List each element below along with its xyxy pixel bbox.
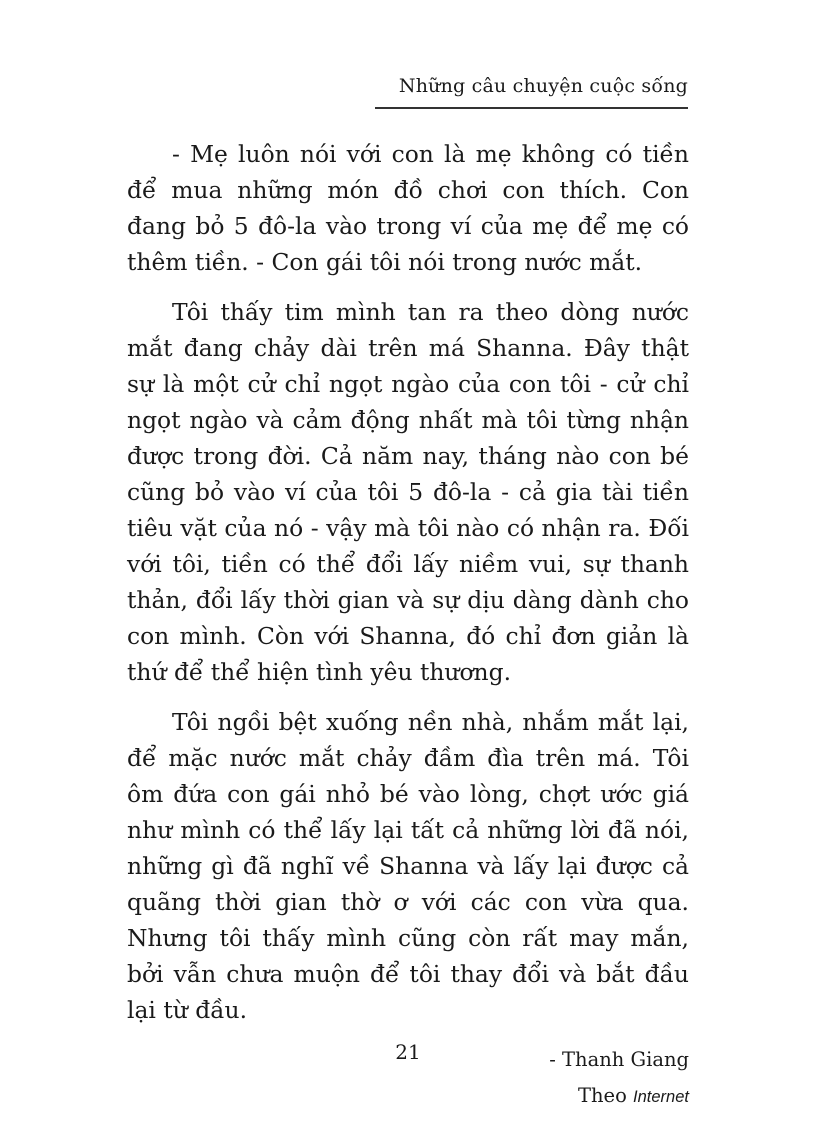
source-name: Internet (633, 1088, 689, 1106)
source-credit (127, 1078, 689, 1115)
author-signature: - Thanh Giang (549, 1048, 689, 1071)
running-header: Những câu chuyện cuộc sống (398, 75, 688, 97)
paragraph-1: - Mẹ luôn nói với con là mẹ không có tiền để mua những món đồ chơi con thích. Con đang bỏ 5 đô-la vào trong ví của mẹ để mẹ có thêm tiền. - Con gái tôi nói trong nước mắt. (127, 140, 689, 276)
header-rule (375, 107, 688, 109)
page-number: 21 (395, 1040, 421, 1064)
body-text (127, 136, 689, 1115)
source-prefix: Theo (577, 1084, 627, 1107)
paragraph-3: Tôi ngồi bệt xuống nền nhà, nhắm mắt lại, để mặc nước mắt chảy đầm đìa trên má. Tôi ôm đứa con gái nhỏ bé vào lòng, chợt ước giá như mình có thể lấy lại tất cả những lời đã nói, những gì đã nghĩ về Shanna và lấy lại được cả quãng thời gian thờ ơ với các con vừa qua. Nhưng tôi thấy mình cũng còn rất may mắn, bởi vẫn chưa muộn để tôi thay đổi và bắt đầu lại từ đầu. (127, 708, 689, 1024)
paragraph-2: Tôi thấy tim mình tan ra theo dòng nước mắt đang chảy dài trên má Shanna. Đây thật sự là một cử chỉ ngọt ngào của con tôi - cử chỉ ngọt ngào và cảm động nhất mà tôi từng nhận được trong đời. Cả năm nay, tháng nào con bé cũng bỏ vào ví của tôi 5 đô-la - cả gia tài tiền tiêu vặt của nó - vậy mà tôi nào có nhận ra. Đối với tôi, tiền có thể đổi lấy niềm vui, sự thanh thản, đổi lấy thời gian và sự dịu dàng dành cho con mình. Còn với Shanna, đó chỉ đơn giản là thứ để thể hiện tình yêu thương. (127, 298, 689, 686)
